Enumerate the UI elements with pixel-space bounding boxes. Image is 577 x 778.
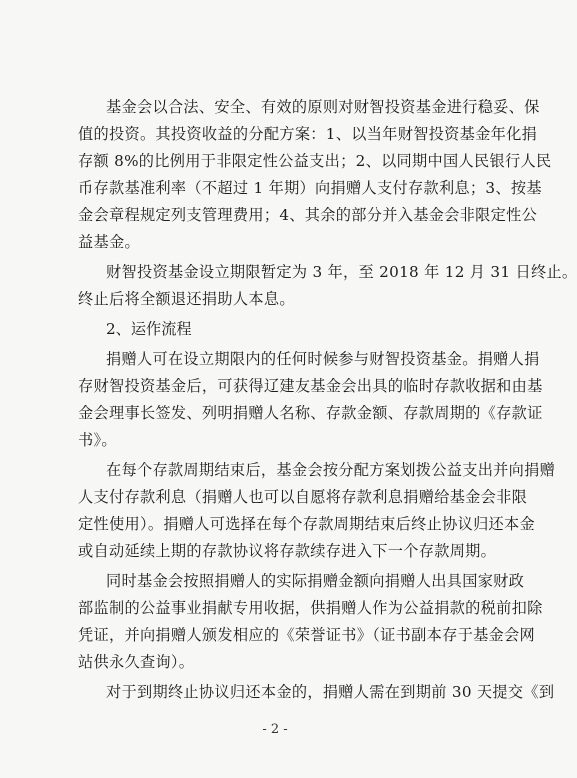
text-line: 定性使用）。捐赠人可选择在每个存款周期结束后终止协议归还本金 [78, 515, 536, 533]
text-line: 金会理事长签发、列明捐赠人名称、存款金额、存款周期的《存款证 [78, 404, 543, 422]
text-line: 币存款基准利率（不超过 1 年期）向捐赠人支付存款利息；3、按基 [78, 179, 542, 197]
text-line: 站供永久查询）。 [78, 653, 195, 671]
text-line: 凭证，并向捐赠人颁发相应的《荣誉证书》（证书副本存于基金会网 [78, 626, 536, 644]
text-line: 益基金。 [78, 233, 140, 251]
text-line: 存额 8%的比例用于非限定性公益支出；2、以同期中国人民银行人民 [78, 152, 552, 170]
section-heading-operation-process: 2、运作流程 [106, 320, 192, 338]
text-line: 基金会以合法、安全、有效的原则对财智投资基金进行稳妥、保 [106, 98, 540, 116]
text-line: 值的投资。其投资收益的分配方案：1、以当年财智投资基金年化捐 [78, 125, 538, 143]
text-line: 金会章程规定列支管理费用；4、其余的部分并入基金会非限定性公 [78, 206, 538, 224]
text-line: 书》。 [78, 431, 117, 449]
text-line: 或自动延续上期的存款协议将存款续存进入下一个存款周期。 [78, 542, 497, 560]
text-line: 终止后将全额退还捐助人本息。 [78, 290, 295, 308]
text-line: 同时基金会按照捐赠人的实际捐赠金额向捐赠人出具国家财政 [106, 572, 525, 590]
text-line: 对于到期终止协议归还本金的，捐赠人需在到期前 30 天提交《到 [106, 683, 555, 701]
text-line: 部监制的公益事业捐献专用收据，供捐赠人作为公益捐款的税前扣除 [78, 599, 543, 617]
text-line: 人支付存款利息（捐赠人也可以自愿将存款利息捐赠给基金会非限 [78, 488, 528, 506]
page-number: - 2 - [262, 722, 288, 737]
text-line: 财智投资基金设立期限暂定为 3 年，至 2018 年 12 月 31 日终止。 [106, 263, 577, 281]
text-line: 捐赠人可在设立期限内的任何时候参与财智投资基金。捐赠人捐 [106, 350, 540, 368]
text-line: 在每个存款周期结束后，基金会按分配方案划拨公益支出并向捐赠 [106, 461, 556, 479]
text-line: 存财智投资基金后，可获得辽建友基金会出具的临时存款收据和由基 [78, 377, 543, 395]
